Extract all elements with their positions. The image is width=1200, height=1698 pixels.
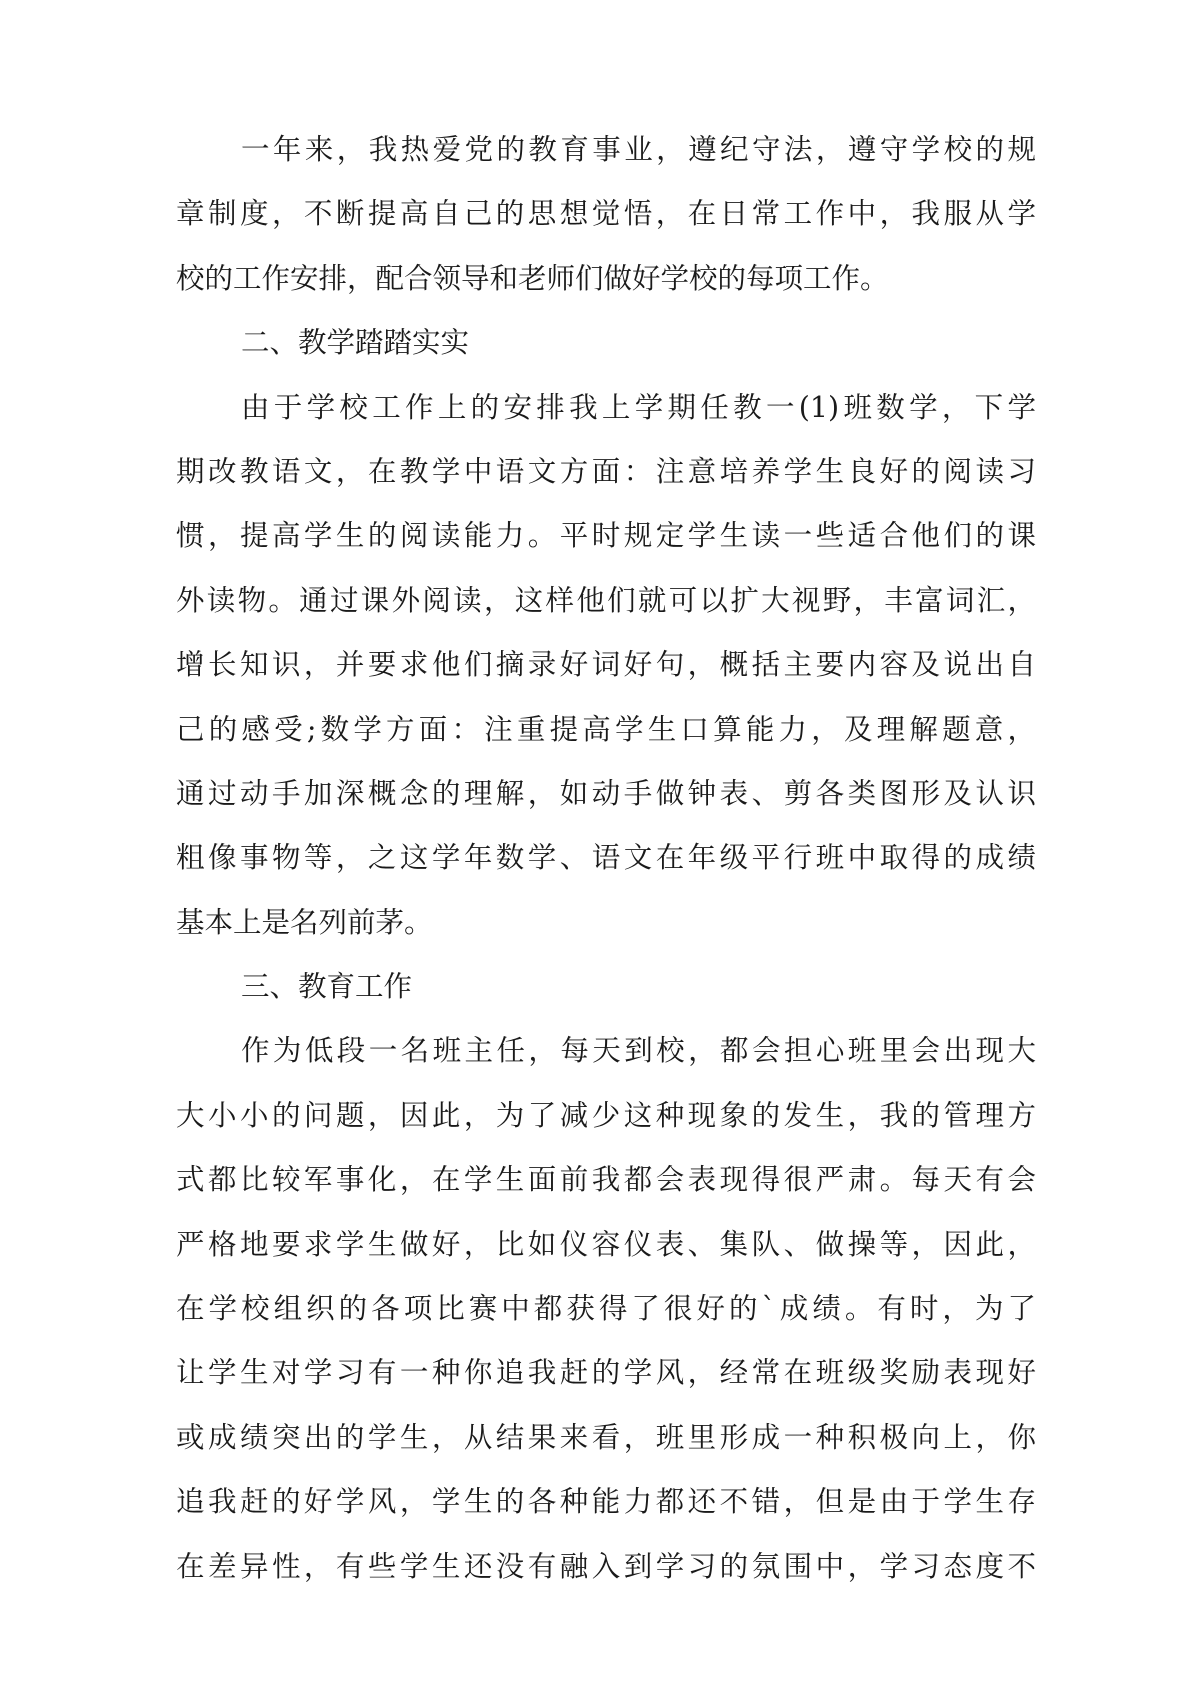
paragraph-line: 大小小的问题，因此，为了减少这种现象的发生，我的管理方 — [176, 1098, 1036, 1132]
paragraph-line: 严格地要求学生做好，比如仪容仪表、集队、做操等，因此， — [176, 1227, 1036, 1261]
paragraph-line: 惯，提高学生的阅读能力。平时规定学生读一些适合他们的课 — [176, 519, 1036, 553]
document-body — [176, 118, 1036, 1599]
paragraph-line: 或成绩突出的学生，从结果来看，班里形成一种积极向上，你 — [176, 1420, 1036, 1454]
paragraph-line: 章制度，不断提高自己的思想觉悟，在日常工作中，我服从学 — [176, 197, 1036, 231]
paragraph-line: 粗像事物等，之这学年数学、语文在年级平行班中取得的成绩 — [176, 841, 1036, 875]
paragraph-first-line: 三、教育工作 — [241, 970, 413, 1004]
paragraph-first-line: 二、教学踏踏实实 — [241, 326, 470, 360]
paragraph-line: 外读物。通过课外阅读，这样他们就可以扩大视野，丰富词汇， — [176, 583, 1036, 617]
paragraph-line: 让学生对学习有一种你追我赶的学风，经常在班级奖励表现好 — [176, 1356, 1036, 1390]
paragraph-line: 基本上是名列前茅。 — [176, 905, 433, 939]
paragraph-line: 校的工作安排，配合领导和老师们做好学校的每项工作。 — [176, 261, 889, 295]
paragraph-line: 期改教语文，在教学中语文方面：注意培养学生良好的阅读习 — [176, 454, 1036, 488]
paragraph-first-line: 由于学校工作上的安排我上学期任教一(1)班数学，下学 — [241, 390, 1036, 424]
paragraph-line: 在学校组织的各项比赛中都获得了很好的`成绩。有时，为了 — [176, 1292, 1036, 1326]
paragraph-line: 己的感受;数学方面：注重提高学生口算能力，及理解题意， — [176, 712, 1036, 746]
paragraph-line: 增长知识，并要求他们摘录好词好句，概括主要内容及说出自 — [176, 648, 1036, 682]
paragraph-line: 通过动手加深概念的理解，如动手做钟表、剪各类图形及认识 — [176, 776, 1036, 810]
paragraph-line: 在差异性，有些学生还没有融入到学习的氛围中，学习态度不 — [176, 1549, 1036, 1583]
paragraph-first-line: 作为低段一名班主任，每天到校，都会担心班里会出现大 — [241, 1034, 1036, 1068]
paragraph-line: 式都比较军事化，在学生面前我都会表现得很严肃。每天有会 — [176, 1163, 1036, 1197]
paragraph-line: 追我赶的好学风，学生的各种能力都还不错，但是由于学生存 — [176, 1485, 1036, 1519]
paragraph-first-line: 一年来，我热爱党的教育事业，遵纪守法，遵守学校的规 — [241, 133, 1036, 166]
